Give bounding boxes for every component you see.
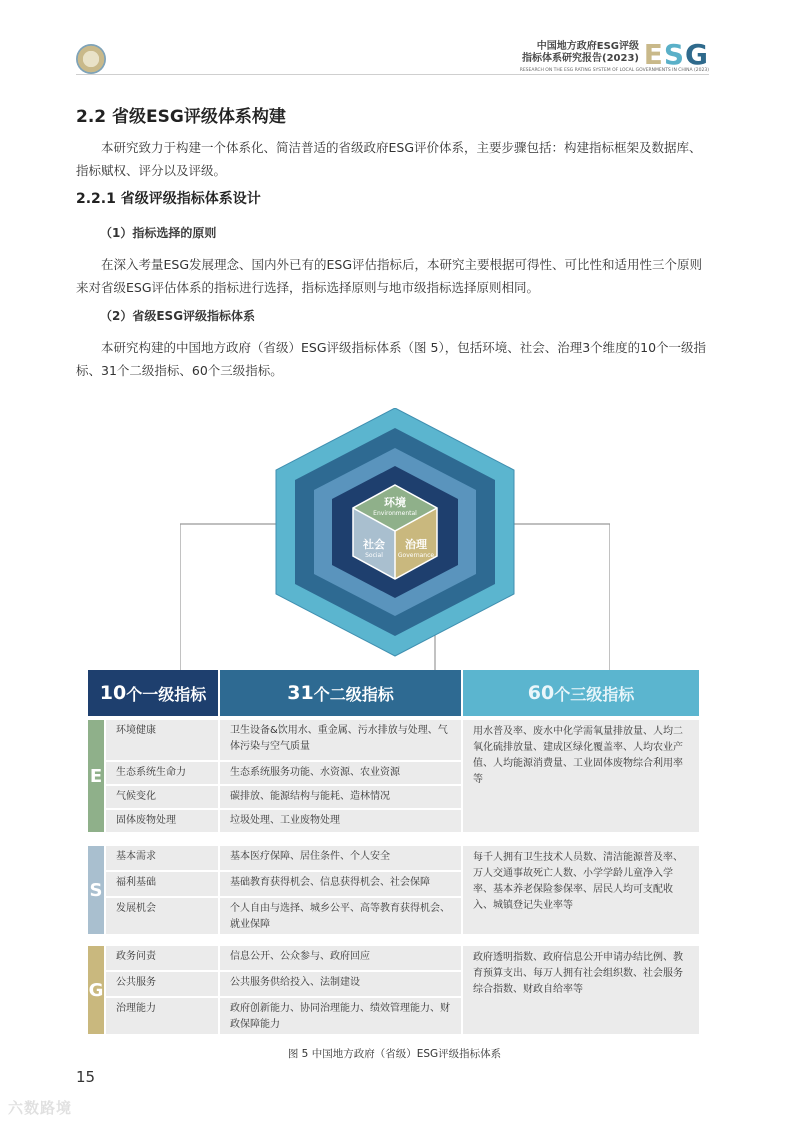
page-number: 15: [76, 1068, 96, 1086]
level1-cell: 福利基础: [106, 872, 218, 896]
column-header-level2: 31 个二级指标: [220, 670, 461, 716]
social-label-en: Social: [365, 552, 383, 559]
level2-cell: 基础教育获得机会、信息获得机会、社会保障: [220, 872, 461, 896]
level3-cell: 每千人拥有卫生技术人员数、清洁能源普及率、万人交通事故死亡人数、小学学龄儿童净入学率、基本养老保险参保率、居民人均可支配收入、城镇登记失业率等: [463, 846, 699, 934]
item1-title: （1）指标选择的原则: [100, 226, 217, 240]
level1-cell: 基本需求: [106, 846, 218, 870]
section-heading: 2.2 省级ESG评级体系构建: [76, 107, 286, 127]
level3-cell: 政府透明指数、政府信息公开申请办结比例、教育预算支出、每万人拥有社会组织数、社会服务综合指数、财政自给率等: [463, 946, 699, 1034]
group-band-e: E: [88, 720, 104, 832]
level1-cell: 固体废物处理: [106, 810, 218, 832]
report-logo: [76, 44, 106, 74]
level1-cell: 公共服务: [106, 972, 218, 996]
env-label: 环境: [384, 496, 406, 509]
watermark: 六数路境: [8, 1099, 73, 1117]
level3-cell: 用水普及率、废水中化学需氧量排放量、人均二氧化硫排放量、建成区绿化覆盖率、人均农业产值、人均能源消费量、工业固体废物综合利用率等: [463, 720, 699, 832]
level2-cell: 碳排放、能源结构与能耗、造林情况: [220, 786, 461, 808]
level1-cell: 气候变化: [106, 786, 218, 808]
item2-paragraph: 本研究构建的中国地方政府（省级）ESG评级指标体系（图 5），包括环境、社会、治理3个维度的10个一级指标、31个二级指标、60个三级指标。: [76, 340, 707, 378]
hexagon-diagram: [180, 408, 610, 670]
item1-paragraph: 在深入考量ESG发展理念、国内外已有的ESG评估指标后，本研究主要根据可得性、可比性和适用性三个原则来对省级ESG评估体系的指标进行选择，指标选择原则与地市级指标选择原则相同。: [76, 257, 703, 295]
level2-cell: 信息公开、公众参与、政府回应: [220, 946, 461, 970]
column-header-level3: 60 个三级指标: [463, 670, 699, 716]
header-title-line2: 指标体系研究报告(2023): [522, 53, 639, 64]
social-label: 社会: [363, 538, 385, 551]
header-title: [522, 41, 639, 65]
item2-title: （2）省级ESG评级指标体系: [100, 309, 256, 323]
level1-cell: 治理能力: [106, 998, 218, 1034]
column-header-level1: 10 个一级指标: [88, 670, 218, 716]
env-label-en: Environmental: [373, 510, 417, 517]
gov-label: 治理: [405, 538, 427, 551]
gov-label-en: Governance: [397, 552, 435, 559]
sub-heading: 2.2.1 省级评级指标体系设计: [76, 191, 261, 207]
header-subtitle: RESEARCH ON THE ESG RATING SYSTEM OF LOCAL GOVERNMENTS IN CHINA (2023): [519, 68, 709, 73]
connector-level3: [504, 524, 610, 670]
header-title-line1: 中国地方政府ESG评级: [536, 41, 639, 52]
header-esg-logo: ESG: [643, 38, 709, 71]
intro-paragraph: 本研究致力于构建一个体系化、简洁普适的省级政府ESG评价体系，主要步骤包括：构建指标框架及数据库、指标赋权、评分以及评级。: [76, 140, 702, 178]
header-divider: [76, 74, 709, 75]
figure-caption: 图 5 中国地方政府（省级）ESG评级指标体系: [287, 1048, 502, 1060]
level2-cell: 卫生设备&饮用水、重金属、污水排放与处理、气体污染与空气质量: [220, 720, 461, 760]
level1-cell: 政务问责: [106, 946, 218, 970]
level2-cell: 公共服务供给投入、法制建设: [220, 972, 461, 996]
level2-cell: 政府创新能力、协同治理能力、绩效管理能力、财政保障能力: [220, 998, 461, 1034]
group-band-g: G: [88, 946, 104, 1034]
level1-cell: 环境健康: [106, 720, 218, 760]
level2-cell: 基本医疗保障、居住条件、个人安全: [220, 846, 461, 870]
level2-cell: 垃圾处理、工业废物处理: [220, 810, 461, 832]
level2-cell: 个人自由与选择、城乡公平、高等教育获得机会、就业保障: [220, 898, 461, 934]
level1-cell: 发展机会: [106, 898, 218, 934]
level2-cell: 生态系统服务功能、水资源、农业资源: [220, 762, 461, 784]
level1-cell: 生态系统生命力: [106, 762, 218, 784]
group-band-s: S: [88, 846, 104, 934]
